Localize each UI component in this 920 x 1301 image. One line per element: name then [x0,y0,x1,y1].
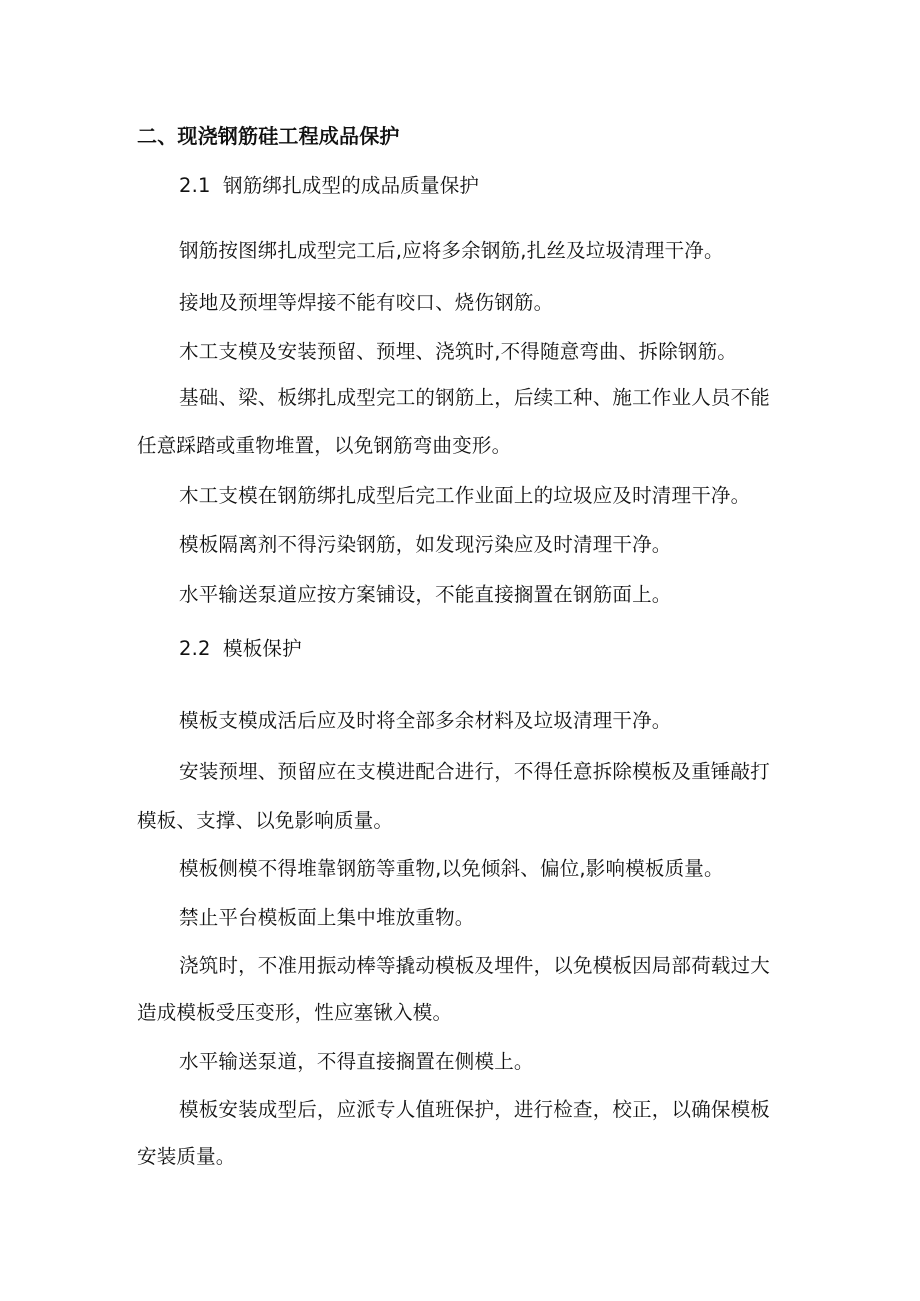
section-title: 钢筋绑扎成型的成品质量保护 [223,174,480,197]
section-heading-2-1 [179,173,479,199]
paragraph: 基础、梁、板绑扎成型完工的钢筋上，后续工种、施工作业人员不能 [179,386,771,409]
section-number: 2.2 [179,637,211,660]
paragraph: 模板侧模不得堆靠钢筋等重物,以免倾斜、偏位,影响模板质量。 [179,857,724,880]
paragraph-continuation: 模板、支撑、以免影响质量。 [137,809,394,832]
paragraph: 水平输送泵道，不得直接搁置在侧模上。 [179,1050,534,1073]
page-heading: 二、现浇钢筋硅工程成品保护 [137,124,400,148]
paragraph: 浇筑时，不准用振动棒等撬动模板及埋件，以免模板因局部荷载过大 [179,954,771,977]
paragraph: 模板隔离剂不得污染钢筋，如发现污染应及时清理干净。 [179,533,672,556]
section-number: 2.1 [179,174,211,197]
paragraph-continuation: 安装质量。 [137,1145,236,1168]
paragraph: 木工支模及安装预留、预埋、浇筑时,不得随意弯曲、拆除钢筋。 [179,340,737,363]
paragraph: 模板支模成活后应及时将全部多余材料及垃圾清理干净。 [179,709,672,732]
section-title: 模板保护 [223,637,302,660]
paragraph: 模板安装成型后，应派专人值班保护，进行检查，校正，以确保模板 [179,1098,771,1121]
paragraph: 禁止平台模板面上集中堆放重物。 [179,906,475,929]
paragraph: 水平输送泵道应按方案铺设，不能直接搁置在钢筋面上。 [179,583,672,606]
section-heading-2-2 [179,636,302,662]
paragraph-continuation: 任意踩踏或重物堆置，以免钢筋弯曲变形。 [137,434,512,457]
paragraph: 安装预埋、预留应在支模进配合进行，不得任意拆除模板及重锤敲打 [179,760,771,783]
paragraph: 接地及预埋等焊接不能有咬口、烧伤钢筋。 [179,291,554,314]
paragraph: 钢筋按图绑扎成型完工后,应将多余钢筋,扎丝及垃圾清理干净。 [179,239,724,262]
paragraph-continuation: 造成模板受压变形，性应塞锹入模。 [137,1001,453,1024]
paragraph: 木工支模在钢筋绑扎成型后完工作业面上的垃圾应及时清理干净。 [179,484,751,507]
